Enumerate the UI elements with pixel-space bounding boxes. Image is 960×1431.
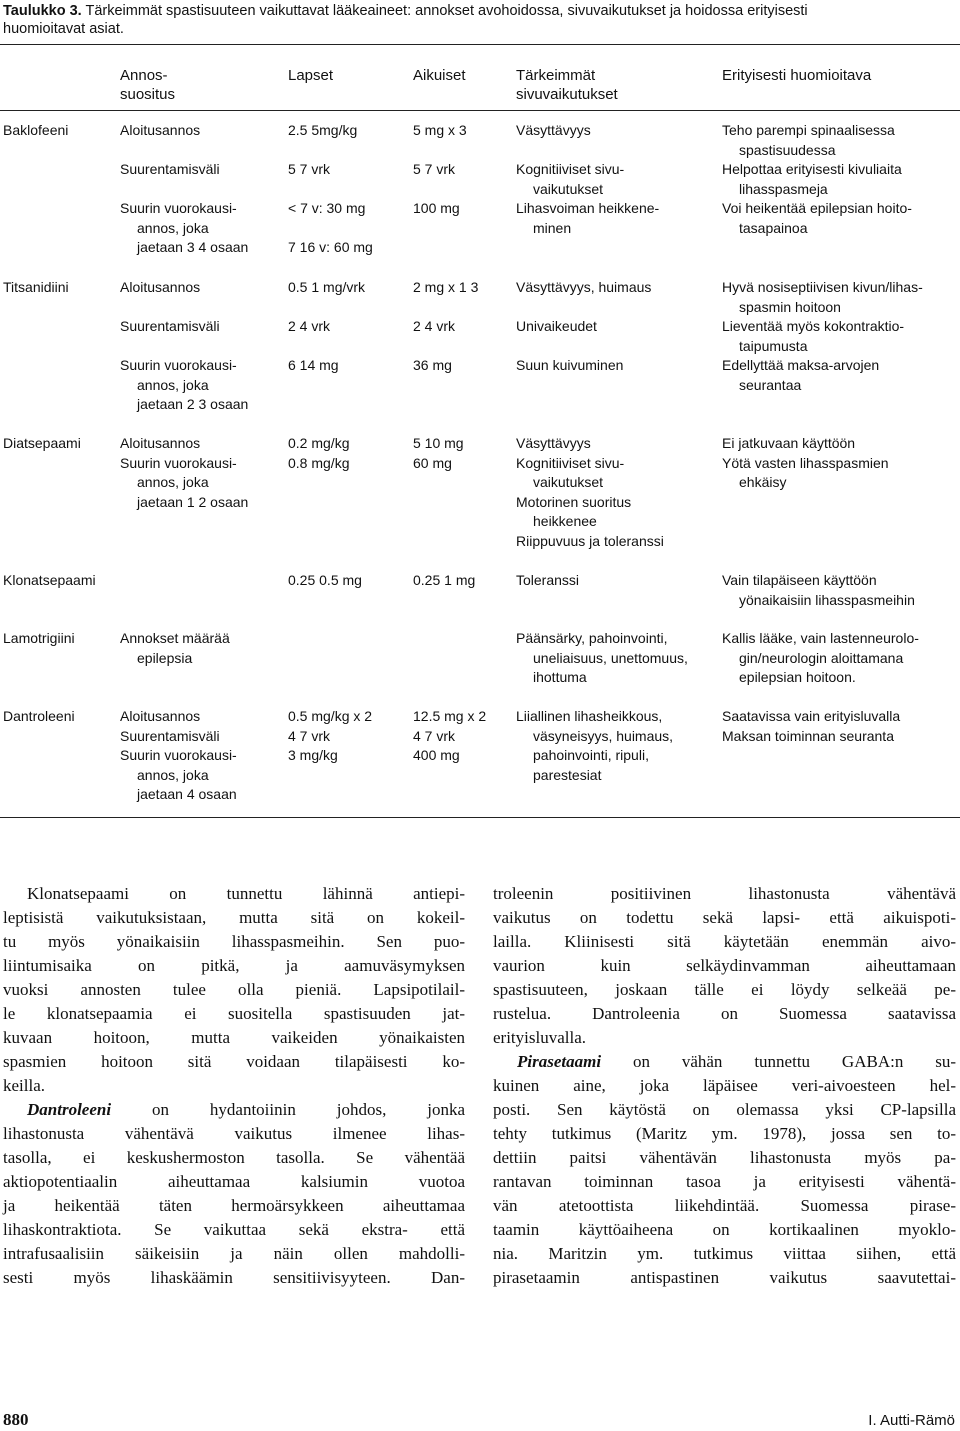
side-effect: Liiallinen lihasheikkous, bbox=[516, 708, 663, 724]
text-line: intrafusaalisiin säikeisiin ja näin ollen mahdolli- bbox=[3, 1244, 465, 1263]
adult-dose: 36 mg bbox=[413, 357, 452, 373]
adult-dose: 60 mg bbox=[413, 454, 452, 471]
adult-dose: 2 4 vrk bbox=[413, 318, 456, 334]
children-dose: 3 mg/kg bbox=[288, 747, 338, 763]
dose-label: Suurin vuorokausi- bbox=[120, 747, 237, 763]
drug-name: Lamotrigiini bbox=[3, 630, 75, 646]
header-children bbox=[288, 66, 333, 85]
side-effect: Päänsärky, pahoinvointi, bbox=[516, 630, 668, 646]
dose-label: Aloitusannos bbox=[120, 708, 201, 724]
note: lihasspasmeja bbox=[739, 180, 828, 197]
side-effect: Univaikeudet bbox=[516, 318, 597, 334]
note: Ei jatkuvaan käyttöön bbox=[722, 435, 856, 451]
text-line: troleenin positiivinen lihastonusta vähentävä bbox=[493, 884, 956, 903]
note: taipumusta bbox=[739, 337, 808, 354]
children-dose: 2 4 vrk bbox=[288, 318, 331, 334]
text-line: rustelua. Dantroleenia on Suomessa saatavissa bbox=[493, 1004, 956, 1023]
dose-label: jaetaan 1 2 osaan bbox=[137, 493, 249, 510]
side-effect: Suun kuivuminen bbox=[516, 357, 624, 373]
header-dose-line: suositus bbox=[120, 86, 176, 103]
text-line: pirasetaamin antispastinen vaikutus saavutettai- bbox=[493, 1268, 956, 1287]
note: Yötä vasten lihasspasmien bbox=[722, 454, 889, 471]
adult-dose: 5 10 mg bbox=[413, 435, 464, 451]
side-effect: väsyneisyys, huimaus, bbox=[533, 727, 674, 744]
text-line: liintumisaika on pitkä, ja aamuväsymyksen bbox=[3, 956, 465, 975]
note: Voi heikentää epilepsian hoito- bbox=[722, 200, 912, 216]
text-line bbox=[493, 1050, 956, 1074]
note: Lieventää myös kokontraktio- bbox=[722, 318, 905, 334]
term-pirasetaami: Pirasetaami bbox=[517, 1052, 602, 1071]
text-line: spasmien hoitoon sitä voidaan tilapäisesti ko- bbox=[3, 1052, 465, 1071]
side-effect: Riippuvuus ja toleranssi bbox=[516, 532, 664, 549]
text-line: kuinen aine, joka läpäisee veri-aivoesteen hel- bbox=[493, 1076, 956, 1095]
drug-name: Dantroleeni bbox=[3, 708, 75, 724]
adult-dose: 5 mg x 3 bbox=[413, 122, 467, 138]
text-line: tu myös yönaikaisiin lihasspasmeihin. Sen puo- bbox=[3, 932, 465, 951]
dose-label: annos, joka bbox=[137, 766, 209, 783]
side-effect: Väsyttävyys, huimaus bbox=[516, 279, 652, 295]
text-line: erityisluvalla. bbox=[493, 1028, 587, 1047]
children-dose: < 7 v: 30 mg bbox=[288, 200, 366, 216]
text-line: spastisuuteen, joskaan tälle ei löydy selkeää pe- bbox=[493, 980, 956, 999]
dose-label: jaetaan 4 osaan bbox=[137, 786, 237, 802]
side-effect: minen bbox=[533, 219, 572, 236]
dose-label: Suurin vuorokausi- bbox=[120, 357, 237, 373]
side-effect: Motorinen suoritus bbox=[516, 493, 632, 510]
note: epilepsian hoitoon. bbox=[739, 669, 856, 685]
header-adults-line: Aikuiset bbox=[413, 67, 466, 84]
header-notes bbox=[722, 66, 871, 85]
caption-text-line1: Tärkeimmät spastisuuteen vaikuttavat lääkeaineet: annokset avohoidossa, sivuvaikutukset ja hoidossa erityisesti bbox=[85, 3, 808, 19]
note: Kallis lääke, vain lastenneurolo- bbox=[722, 630, 919, 646]
note: seurantaa bbox=[739, 376, 802, 393]
text-line: keilla. bbox=[3, 1076, 46, 1095]
drug-name: Titsanidiini bbox=[3, 279, 69, 295]
side-effect: pahoinvointi, ripuli, bbox=[533, 747, 649, 763]
text-line: Klonatsepaami on tunnettu lähinnä antiepi- bbox=[27, 884, 465, 903]
note: Maksan toiminnan seuranta bbox=[722, 727, 894, 744]
text-line: nia. Maritzin ym. tutkimus viittaa siihen, että bbox=[493, 1244, 956, 1263]
header-dose-line: Annos- bbox=[120, 67, 168, 84]
children-dose: 6 14 mg bbox=[288, 357, 339, 373]
note: spasmin hoitoon bbox=[739, 298, 841, 315]
dose-label: Suurentamisväli bbox=[120, 318, 220, 334]
drug-name: Baklofeeni bbox=[3, 122, 69, 138]
note: Teho parempi spinaalisessa bbox=[722, 122, 895, 138]
text-line: vaurion kuin selkäydinvamman aiheuttamaan bbox=[493, 956, 956, 975]
text-line: tehty tutkimus (Maritz ym. 1978), jossa sen to- bbox=[493, 1124, 956, 1143]
adult-dose: 2 mg x 1 3 bbox=[413, 279, 479, 295]
text-line: aktiopotentiaalin aiheuttamaa kalsiumin vuotoa bbox=[3, 1172, 465, 1191]
header-side-line: sivuvaikutukset bbox=[516, 86, 618, 103]
text-line: taamin käyttöaiheena on kortikaalinen myoklo- bbox=[493, 1220, 956, 1239]
side-effect: Väsyttävyys bbox=[516, 435, 591, 451]
side-effect: Kognitiiviset sivu- bbox=[516, 454, 625, 471]
text-line: posti. Sen käytöstä on olemassa yksi CP-lapsilla bbox=[493, 1100, 956, 1119]
text-line: vuoksi annosten tulee olla pieniä. Lapsipotilail- bbox=[3, 980, 465, 999]
dose-label: jaetaan 3 4 osaan bbox=[137, 239, 249, 255]
note: gin/neurologin aloittamana bbox=[739, 649, 904, 666]
note: yönaikaisiin lihasspasmeihin bbox=[739, 591, 915, 608]
text-line bbox=[3, 1098, 465, 1122]
header-dose bbox=[120, 66, 175, 104]
adult-dose: 400 mg bbox=[413, 747, 460, 763]
side-effect: Väsyttävyys bbox=[516, 122, 591, 138]
dose-label: Annokset määrää bbox=[120, 630, 230, 646]
adult-dose: 100 mg bbox=[413, 200, 460, 216]
adult-dose: 4 7 vrk bbox=[413, 727, 456, 744]
drug-name: Klonatsepaami bbox=[3, 572, 96, 588]
header-side-effects bbox=[516, 66, 618, 104]
note: Vain tilapäiseen käyttöön bbox=[722, 572, 877, 588]
dose-label: Suurentamisväli bbox=[120, 727, 220, 744]
note: Saatavissa vain erityisluvalla bbox=[722, 708, 901, 724]
dose-label: annos, joka bbox=[137, 376, 209, 393]
dose-label: annos, joka bbox=[137, 474, 209, 490]
children-dose: 0.25 0.5 mg bbox=[288, 572, 362, 588]
children-dose: 5 7 vrk bbox=[288, 161, 331, 177]
side-effect: Toleranssi bbox=[516, 572, 580, 588]
caption-label: Taulukko 3. bbox=[3, 3, 82, 19]
table-top-rule bbox=[0, 44, 960, 45]
note: Edellyttää maksa-arvojen bbox=[722, 357, 880, 373]
text-line: lailla. Kliinisesti sitä käytetään enemmän aivo- bbox=[493, 932, 956, 951]
article-column-left bbox=[3, 882, 465, 1290]
text-line: dettiin paitsi vähentävän lihastonusta myös pa- bbox=[493, 1148, 956, 1167]
side-effect: vaikutukset bbox=[533, 474, 604, 490]
author-name: I. Autti-Rämö bbox=[868, 1412, 955, 1429]
dose-label: jaetaan 2 3 osaan bbox=[137, 396, 249, 412]
drug-name: Diatsepaami bbox=[3, 435, 81, 451]
header-bottom-rule bbox=[0, 110, 960, 111]
table-bottom-rule bbox=[0, 817, 960, 818]
note: Hyvä nosiseptiivisen kivun/lihas- bbox=[722, 279, 923, 295]
side-effect: Kognitiiviset sivu- bbox=[516, 161, 625, 177]
children-dose: 0.8 mg/kg bbox=[288, 454, 350, 471]
children-dose bbox=[288, 219, 408, 239]
text-line: lihaskontraktiota. Se vaikuttaa sekä ekstra- että bbox=[3, 1220, 465, 1239]
text-line: vaikutus on todettu sekä lapsi- että aikuispoti- bbox=[493, 908, 956, 927]
text-line-rest: on vähän tunnettu GABA:n su- bbox=[632, 1052, 956, 1071]
dose-label: Suurin vuorokausi- bbox=[120, 454, 237, 471]
side-effect: parestesiat bbox=[533, 766, 602, 783]
caption-text-line2: huomioitavat asiat. bbox=[3, 21, 124, 37]
dose-label: annos, joka bbox=[137, 219, 209, 236]
header-children-line: Lapset bbox=[288, 67, 334, 84]
children-dose: 4 7 vrk bbox=[288, 727, 331, 744]
text-line-rest: on hydantoiinin johdos, jonka bbox=[151, 1100, 466, 1119]
children-dose: 0.2 mg/kg bbox=[288, 435, 350, 451]
article-column-right bbox=[493, 882, 956, 1290]
side-effect: Lihasvoiman heikkene- bbox=[516, 200, 660, 216]
note: Helpottaa erityisesti kivuliaita bbox=[722, 161, 902, 177]
dose-label: Aloitusannos bbox=[120, 279, 201, 295]
table-caption bbox=[3, 2, 943, 38]
dose-label: epilepsia bbox=[137, 649, 193, 666]
note: ehkäisy bbox=[739, 474, 787, 490]
text-line: le klonatsepaamia ei suositella spastisuuden jat- bbox=[3, 1004, 465, 1023]
text-line: vän atetoottista liikehdintää. Suomessa pirase- bbox=[493, 1196, 956, 1215]
dose-label: Suurin vuorokausi- bbox=[120, 200, 237, 216]
text-line: rantavan toiminnan tasoa ja erityisesti vähentä- bbox=[493, 1172, 956, 1191]
adult-dose: 5 7 vrk bbox=[413, 161, 456, 177]
side-effect: heikkenee bbox=[533, 513, 597, 529]
text-line: leptisistä vaikutuksistaan, mutta sitä on kokeil- bbox=[3, 908, 465, 927]
page-number: 880 bbox=[3, 1410, 29, 1429]
dose-label: Aloitusannos bbox=[120, 122, 201, 138]
dose-label: Aloitusannos bbox=[120, 435, 201, 451]
text-line: ja heikentää täten hermoärsykkeen aiheuttamaa bbox=[3, 1196, 465, 1215]
dose-label: Suurentamisväli bbox=[120, 161, 220, 177]
side-effect: vaikutukset bbox=[533, 180, 604, 197]
term-dantroleeni: Dantroleeni bbox=[27, 1100, 112, 1119]
children-dose: 2.5 5mg/kg bbox=[288, 122, 358, 138]
text-line: kuvaan hoitoon, mutta vaikeiden yönaikaisten bbox=[3, 1028, 465, 1047]
text-line: lihastonusta vähentävä vaikutus ilmenee lihas- bbox=[3, 1124, 465, 1143]
note: spastisuudessa bbox=[739, 141, 836, 158]
adult-dose: 0.25 1 mg bbox=[413, 572, 476, 588]
children-dose: 0.5 mg/kg x 2 bbox=[288, 708, 373, 724]
children-dose: 0.5 1 mg/vrk bbox=[288, 279, 366, 295]
note: tasapainoa bbox=[739, 219, 808, 236]
side-effect: ihottuma bbox=[533, 669, 587, 685]
header-notes-line: Erityisesti huomioitava bbox=[722, 67, 872, 84]
children-dose: 7 16 v: 60 mg bbox=[288, 239, 373, 255]
header-adults bbox=[413, 66, 466, 85]
side-effect: uneliaisuus, unettomuus, bbox=[533, 649, 688, 666]
text-line: sesti myös lihaskäämin sensitiivisyyteen. Dan- bbox=[3, 1268, 465, 1287]
adult-dose: 12.5 mg x 2 bbox=[413, 708, 487, 724]
header-side-line: Tärkeimmät bbox=[516, 67, 596, 84]
text-line: tasolla, ei keskushermoston tasolla. Se vähentää bbox=[3, 1148, 465, 1167]
